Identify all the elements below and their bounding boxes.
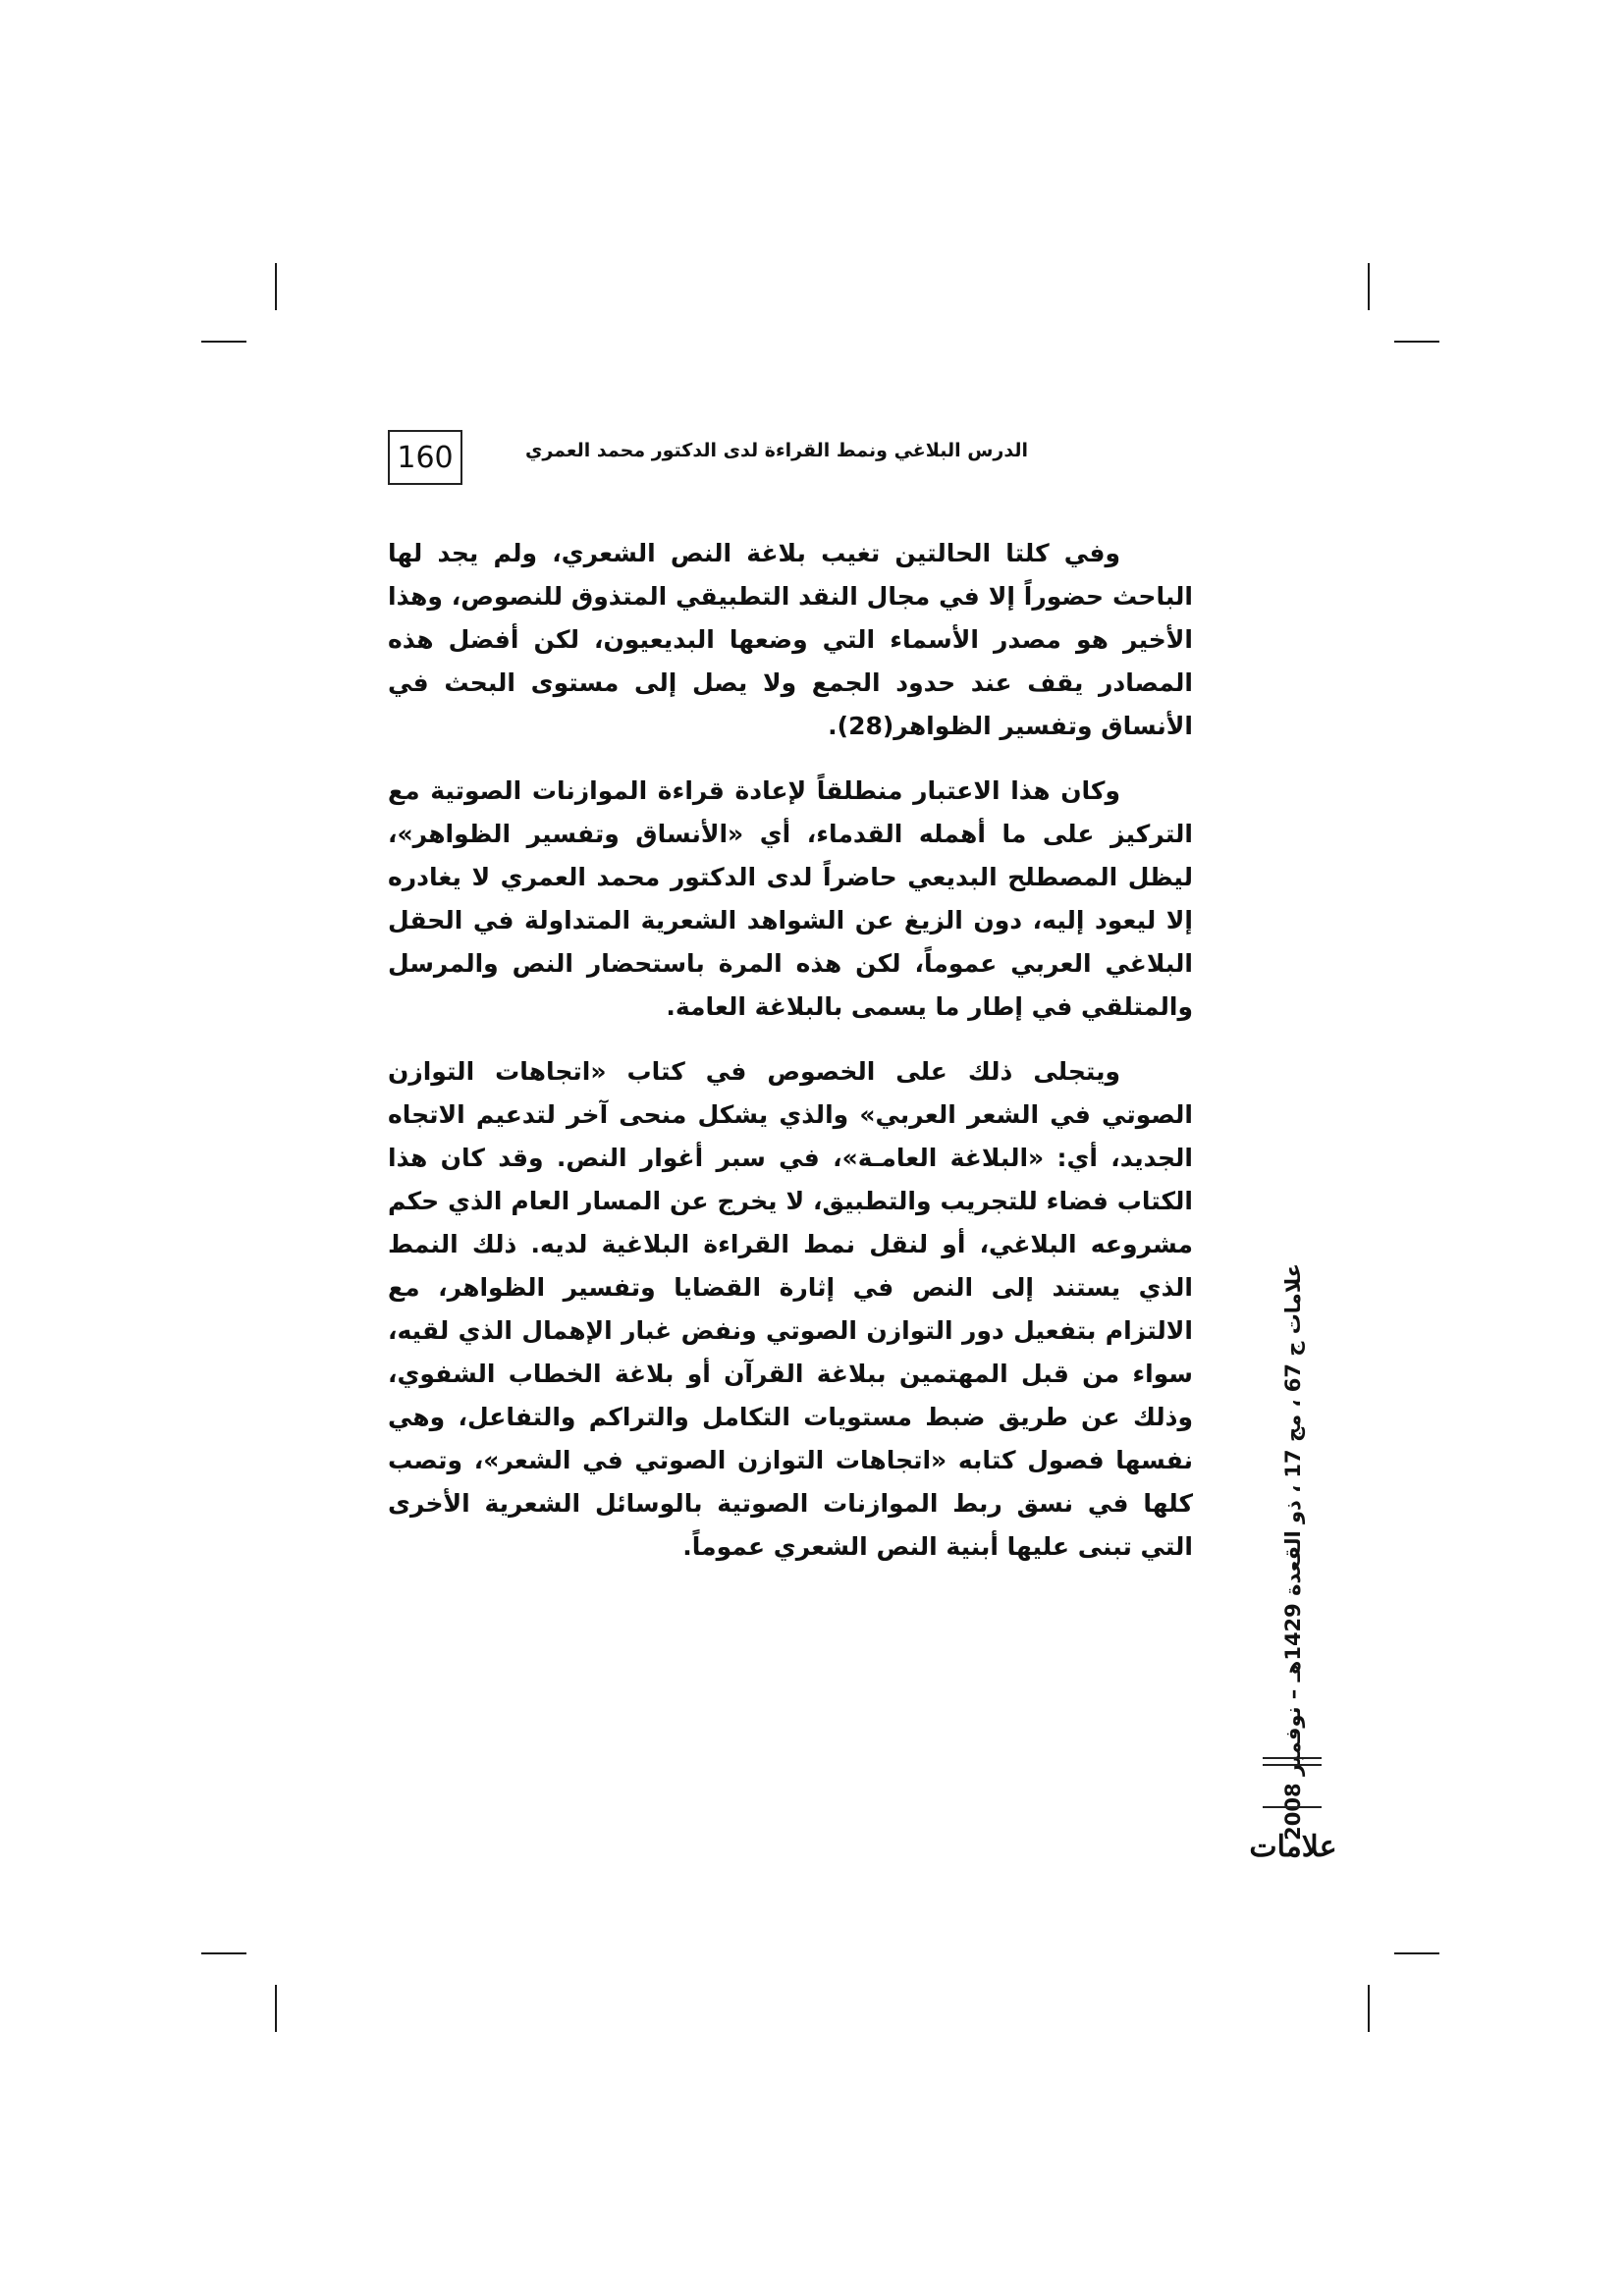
journal-logo: علامات <box>1249 1829 1337 1864</box>
paragraph-2: وكان هذا الاعتبار منطلقاً لإعادة قراءة الموازنات الصوتية مع التركيز على ما أهمله القدماء، أي «الأنساق وتفسير الظواهر»، ليظل المصطلح البديعي حاضراً لدى الدكتور محمد العمري لا يغادره إلا ليعود إليه، دون الزيغ عن الشواهد الشعرية المتداولة في الحقل البلاغي العربي عموماً، لكن هذه المرة باستحضار النص والمرسل والمتلقي في إطار ما يسمى بالبلاغة العامة. <box>388 776 1193 1021</box>
running-header <box>388 430 1323 485</box>
crop-mark-top-right-vertical <box>1368 263 1370 310</box>
journal-issue-text: علامات ج 67 ، مج 17 ، ذو القعدة 1429هـ – نوفمبر 2008 <box>1281 1263 1305 1841</box>
paragraph-3: ويتجلى ذلك على الخصوص في كتاب «اتجاهات التوازن الصوتي في الشعر العربي» والذي يشكل منحى آخر لتدعيم الاتجاه الجديد، أي: «البلاغة العامـة»، في سبر أغوار النص. وقد كان هذا الكتاب فضاء للتجريب والتطبيق، لا يخرج عن المسار العام الذي حكم مشروعه البلاغي، أو لنقل نمط القراءة البلاغية لديه. ذلك النمط الذي يستند إلى النص في إثارة القضايا وتفسير الظواهر، مع الالتزام بتفعيل دور التوازن الصوتي ونفض غبار الإهمال الذي لقيه، سواء من قبل المهتمين ببلاغة القرآن أو بلاغة الخطاب الشفوي، وذلك عن طريق ضبط مستويات التكامل والتراكم والتفاعل، وهي نفسها فصول كتابه «اتجاهات التوازن الصوتي في الشعر»، وتصب كلها في نسق ربط الموازنات الصوتية بالوسائل الشعرية الأخرى التي تبنى عليها أبنية النص الشعري عموماً. <box>388 1057 1193 1561</box>
page-number: 160 <box>388 430 462 485</box>
crop-mark-bottom-right-horizontal <box>1394 1952 1439 1954</box>
crop-mark-top-left-horizontal <box>201 341 246 343</box>
crop-mark-top-left-vertical <box>275 263 277 310</box>
paragraph-1: وفي كلتا الحالتين تغيب بلاغة النص الشعري، ولم يجد لها الباحث حضوراً إلا في مجال النقد التطبيقي المتذوق للنصوص، وهذا الأخير هو مصدر الأسماء التي وضعها البديعيون، لكن أفضل هذه المصادر يقف عند حدود الجمع ولا يصل إلى مستوى البحث في الأنساق وتفسير الظواهر(28). <box>388 539 1193 740</box>
journal-divider <box>1263 1757 1322 1808</box>
crop-mark-top-right-horizontal <box>1394 341 1439 343</box>
article-body <box>388 532 1193 1590</box>
crop-mark-bottom-left-vertical <box>275 1985 277 2032</box>
journal-issue-note <box>1267 1263 1320 1841</box>
crop-mark-bottom-right-vertical <box>1368 1985 1370 2032</box>
running-title: الدرس البلاغي ونمط القراءة لدى الدكتور محمد العمري <box>524 440 1028 461</box>
crop-mark-bottom-left-horizontal <box>201 1952 246 1954</box>
